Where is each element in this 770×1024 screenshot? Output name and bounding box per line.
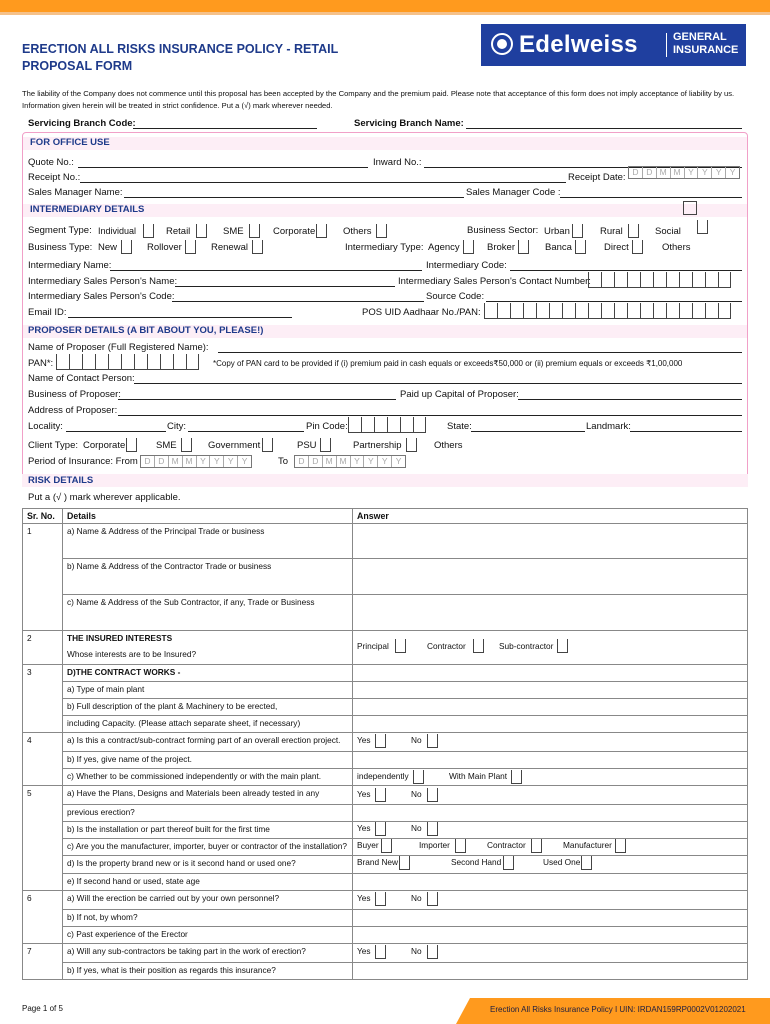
q3b-details: b) Full description of the plant & Machinery to be erected,	[63, 699, 353, 716]
table-row: 4	[23, 733, 63, 786]
sector-urban-option: Urban	[544, 226, 570, 237]
q7b-details: b) If yes, what is their position as regards this insurance?	[63, 963, 353, 980]
q4c-details: c) Whether to be commissioned independently or with the main plant.	[63, 769, 353, 786]
date-char-cell[interactable]: D	[155, 456, 169, 467]
client-psu-option: PSU	[297, 440, 317, 451]
q5b-no-checkbox[interactable]	[427, 822, 438, 836]
q1b-details: b) Name & Address of the Contractor Trade or business	[63, 559, 353, 595]
pin-code-label: Pin Code:	[306, 421, 348, 432]
buyer-checkbox[interactable]	[381, 839, 392, 853]
top-accent-bar	[0, 0, 770, 12]
contact-person-field[interactable]	[134, 383, 742, 384]
sector-social-option: Social	[655, 226, 681, 237]
itype-direct-checkbox[interactable]	[632, 240, 643, 254]
date-char-cell[interactable]: Y	[685, 167, 699, 178]
sm-name-label: Sales Manager Name:	[28, 187, 123, 198]
locality-label: Locality:	[28, 421, 63, 432]
uin-text: Erection All Risks Insurance Policy I UIN: IRDAN159RP0002V01202021	[490, 1005, 746, 1014]
pan-label: PAN*:	[28, 358, 54, 369]
itype-banca-option: Banca	[545, 242, 572, 253]
q5a2-details: previous erection?	[63, 805, 353, 822]
pan-boxes[interactable]	[56, 354, 199, 370]
intermediary-code-label: Intermediary Code:	[426, 260, 507, 271]
sm-code-field[interactable]	[560, 197, 742, 198]
client-psu-checkbox[interactable]	[320, 438, 331, 452]
q2-answer: Principal Contractor Sub-contractor	[353, 631, 748, 665]
office-use-band	[23, 137, 747, 150]
q6a-no-checkbox[interactable]	[427, 892, 438, 906]
intermediary-name-label: Intermediary Name:	[28, 260, 112, 271]
intermediary-code-field[interactable]	[510, 270, 742, 271]
client-partnership-option: Partnership	[353, 440, 402, 451]
date-char-cell[interactable]: Y	[241, 456, 248, 466]
date-char-cell[interactable]: Y	[224, 456, 238, 467]
sales-person-contact-label: Intermediary Sales Person's Contact Number:	[398, 276, 591, 287]
contact-number-boxes[interactable]	[588, 272, 731, 288]
client-partnership-checkbox[interactable]	[406, 438, 417, 452]
q5d-details: d) Is the property brand new or is it second hand or used one?	[63, 856, 353, 874]
segment-individual-option: Individual	[98, 226, 137, 236]
segment-sme-checkbox[interactable]	[249, 224, 260, 238]
q1c-details: c) Name & Address of the Sub Contractor, if any, Trade or Business	[63, 595, 353, 631]
q1c-answer[interactable]	[353, 595, 748, 631]
itype-agency-option: Agency	[428, 242, 460, 253]
address-label: Address of Proposer:	[28, 405, 118, 416]
period-to-date[interactable]	[294, 455, 406, 468]
proposer-heading: PROPOSER DETAILS (A BIT ABOUT YOU, PLEASE!)	[28, 325, 264, 336]
contact-person-label: Name of Contact Person:	[28, 373, 135, 384]
q7b-answer[interactable]	[353, 963, 748, 980]
q4a-yes-checkbox[interactable]	[375, 734, 386, 748]
q7a-yes-checkbox[interactable]	[375, 945, 386, 959]
intermediary-name-field[interactable]	[110, 270, 422, 271]
client-sme-checkbox[interactable]	[181, 438, 192, 452]
q1b-answer[interactable]	[353, 559, 748, 595]
q1a-answer[interactable]	[353, 524, 748, 559]
risk-band	[22, 474, 748, 487]
segment-others-checkbox[interactable]	[376, 224, 387, 238]
date-char-cell[interactable]: Y	[395, 456, 402, 466]
period-label: Period of Insurance: From	[28, 456, 138, 467]
date-char-cell[interactable]: D	[295, 456, 309, 467]
client-government-checkbox[interactable]	[262, 438, 273, 452]
city-label: City:	[167, 421, 186, 432]
date-char-cell[interactable]: Y	[729, 167, 736, 177]
branch-name-label: Servicing Branch Name:	[354, 118, 464, 129]
q5b-details: b) Is the installation or part thereof built for the first time	[63, 822, 353, 839]
segment-retail-checkbox[interactable]	[196, 224, 207, 238]
landmark-field[interactable]	[630, 431, 742, 432]
q5c-details: c) Are you the manufacturer, importer, buyer or contractor of the installation?	[63, 839, 353, 856]
locality-field[interactable]	[66, 431, 166, 432]
segment-corporate-option: Corporate	[273, 226, 316, 237]
table-row: 5	[23, 786, 63, 891]
date-char-cell[interactable]: M	[657, 167, 671, 178]
proposer-name-field[interactable]	[218, 352, 742, 353]
office-use-heading: FOR OFFICE USE	[30, 137, 110, 148]
date-char-cell[interactable]: M	[671, 167, 685, 178]
used-one-checkbox[interactable]	[581, 856, 592, 870]
date-char-cell[interactable]: D	[141, 456, 155, 467]
quote-no-label: Quote No.:	[28, 157, 74, 168]
receipt-no-label: Receipt No.:	[28, 172, 81, 183]
intermediary-heading: INTERMEDIARY DETAILS	[30, 204, 145, 215]
table-row: 3	[23, 665, 63, 733]
receipt-date-label: Receipt Date:	[568, 172, 626, 183]
landmark-label: Landmark:	[586, 421, 631, 432]
pan-note: *Copy of PAN card to be provided if (i) premium paid in cash equals or exceeds₹50,000 or (ii) premium equals or exceeds ₹1,00,000	[213, 359, 683, 368]
date-char-cell[interactable]: Y	[197, 456, 211, 467]
risk-table: Sr. No. Details Answer 1 a) Name & Address of the Principal Trade or business b) Name & Address of the Contractor Trade or business c) Name & Address of the Sub Contractor, if any, Trade or Business 2 THE INSURED INTERESTS Whose interests are to be Insured? Principal Contractor Sub-contractor 3 D)THE CONTRACT WORKS - a) Type of main plant b) Full description of the plant & Machinery to be erected, including Capacity. (Please attach separate sheet, if necessary) 4 a) Is this a contract/sub-contract forming part of an overall erection project. Yes No b) If yes, give name of the project. c) Whether to be commissioned independently or with the main plant. independently With Main Plant 5 a) Have the Plans, Designs and Materials been already tested in any Yes No previous erection? b) Is the installation or part thereof built for the first time Yes No c) Are you the manufacturer, importer, buyer or contractor of the installation? Buyer Importer Contractor Manufacturer d) Is the property brand new or is it second hand or used one? Brand New Second Hand Used One e) If second hand or used, state age 6 a) Will the erection be carried out by your own personnel? Yes No b) If not, by whom? c) Past experience of the Erector 7 a) Will any sub-contractors be taking part in the work of erection? Yes No b) If yes, what is their position as regards this insurance?	[22, 508, 748, 980]
receipt-no-field[interactable]	[80, 182, 566, 183]
second-hand-checkbox[interactable]	[503, 856, 514, 870]
pos-uid-label: POS UID Aadhaar No./PAN:	[362, 307, 481, 318]
btype-renewal-checkbox[interactable]	[252, 240, 263, 254]
city-field[interactable]	[188, 431, 304, 432]
sales-person-name-label: Intermediary Sales Person's Name:	[28, 276, 178, 287]
contractor-role-checkbox[interactable]	[531, 839, 542, 853]
principal-checkbox[interactable]	[395, 639, 406, 653]
inward-no-label: Inward No.:	[373, 157, 422, 168]
itype-broker-checkbox[interactable]	[518, 240, 529, 254]
form-title: ERECTION ALL RISKS INSURANCE POLICY - RETAIL PROPOSAL FORM	[22, 42, 339, 73]
page-number: Page 1 of 5	[22, 1004, 63, 1013]
contractor-checkbox[interactable]	[473, 639, 484, 653]
segment-others-option: Others	[343, 226, 372, 237]
date-char-cell[interactable]: Y	[210, 456, 224, 467]
date-char-cell[interactable]: D	[643, 167, 657, 178]
date-char-cell[interactable]: M	[183, 456, 197, 467]
pos-uid-boxes[interactable]	[484, 303, 731, 319]
sector-rural-checkbox[interactable]	[628, 224, 639, 238]
q6a-details: a) Will the erection be carried out by your own personnel?	[63, 891, 353, 910]
q6a-yes-checkbox[interactable]	[375, 892, 386, 906]
client-government-option: Government	[208, 440, 261, 451]
q6c-answer[interactable]	[353, 927, 748, 944]
sm-code-label: Sales Manager Code :	[466, 187, 561, 198]
table-row: 7	[23, 944, 63, 980]
email-label: Email ID:	[28, 307, 67, 318]
client-corporate-option: Corporate	[83, 440, 126, 451]
btype-rollover-option: Rollover	[147, 242, 182, 253]
q4b-details: b) If yes, give name of the project.	[63, 752, 353, 769]
sub-contractor-checkbox[interactable]	[557, 639, 568, 653]
q2-heading: THE INSURED INTERESTS	[67, 633, 173, 643]
btype-new-option: New	[98, 242, 118, 253]
q3a-details: a) Type of main plant	[63, 682, 353, 699]
business-field[interactable]	[118, 399, 396, 400]
itype-others-option: Others	[662, 242, 691, 253]
q4a-details: a) Is this a contract/sub-contract forming part of an overall erection project.	[63, 733, 353, 752]
date-char-cell[interactable]: M	[169, 456, 183, 467]
q4a-no-checkbox[interactable]	[427, 734, 438, 748]
q3-heading: D)THE CONTRACT WORKS -	[63, 665, 353, 682]
segment-retail-option: Retail	[166, 226, 191, 237]
q6b-answer[interactable]	[353, 910, 748, 927]
pin-code-boxes[interactable]	[348, 417, 426, 433]
proposer-name-label: Name of Proposer (Full Registered Name):	[28, 342, 209, 353]
state-label: State:	[447, 421, 472, 432]
sector-rural-option: Rural	[600, 226, 623, 237]
business-type-label: Business Type:	[28, 242, 93, 253]
branch-code-field[interactable]	[133, 128, 317, 129]
btype-renewal-option: Renewal	[211, 242, 248, 253]
q5a-no-checkbox[interactable]	[427, 788, 438, 802]
q5a-details: a) Have the Plans, Designs and Materials been already tested in any	[63, 786, 353, 805]
capital-field[interactable]	[518, 399, 742, 400]
branch-name-field[interactable]	[466, 128, 742, 129]
date-char-cell[interactable]: Y	[378, 456, 392, 467]
itype-agency-checkbox[interactable]	[463, 240, 474, 254]
intro-text: The liability of the Company does not commence until this proposal has been accepted by the Company and the premium paid. Please note that acceptance of this form does not imply acceptance of liability by us. Information given herein will be treated in strict confidence. Put a (√) mark wherever needed.	[22, 89, 735, 110]
period-to-label: To	[278, 456, 289, 467]
itype-direct-option: Direct	[604, 242, 629, 253]
independently-checkbox[interactable]	[413, 770, 424, 784]
quote-no-field[interactable]	[78, 167, 368, 168]
date-char-cell[interactable]: Y	[698, 167, 712, 178]
date-char-cell[interactable]: D	[629, 167, 643, 178]
client-sme-option: SME	[156, 440, 177, 451]
top-accent-bar-light	[0, 12, 770, 15]
checkbox[interactable]	[683, 201, 697, 215]
date-char-cell[interactable]: D	[309, 456, 323, 467]
q3a-answer[interactable]	[353, 682, 748, 699]
itype-broker-option: Broker	[487, 242, 515, 253]
sales-person-code-label: Intermediary Sales Person's Code:	[28, 291, 175, 302]
segment-individual-checkbox[interactable]	[143, 224, 154, 238]
sector-urban-checkbox[interactable]	[572, 224, 583, 238]
q3b2-details: including Capacity. (Please attach separate sheet, if necessary)	[63, 716, 353, 733]
segment-type-label: Segment Type:	[28, 225, 92, 236]
date-char-cell[interactable]: Y	[364, 456, 378, 467]
btype-new-checkbox[interactable]	[121, 240, 132, 254]
risk-instruction: Put a (√ ) mark wherever applicable.	[28, 492, 181, 503]
table-row: 1	[23, 524, 63, 631]
q5b-yes-checkbox[interactable]	[375, 822, 386, 836]
state-field[interactable]	[471, 431, 585, 432]
q2-details: Whose interests are to be Insured?	[67, 649, 197, 659]
date-char-cell[interactable]: M	[323, 456, 337, 467]
address-field[interactable]	[118, 415, 742, 416]
risk-heading: RISK DETAILS	[28, 475, 94, 486]
importer-checkbox[interactable]	[455, 839, 466, 853]
source-code-label: Source Code:	[426, 291, 485, 302]
date-char-cell[interactable]: M	[337, 456, 351, 467]
itype-banca-checkbox[interactable]	[575, 240, 586, 254]
q5a-yes-checkbox[interactable]	[375, 788, 386, 802]
q5e-answer[interactable]	[353, 874, 748, 891]
col-details-header: Details	[63, 509, 353, 524]
segment-sme-option: SME	[223, 226, 244, 237]
email-field[interactable]	[68, 317, 292, 318]
branch-code-label: Servicing Branch Code:	[28, 118, 136, 129]
sales-person-name-field[interactable]	[175, 286, 395, 287]
sector-social-checkbox[interactable]	[697, 220, 708, 234]
manufacturer-checkbox[interactable]	[615, 839, 626, 853]
date-char-cell[interactable]: Y	[712, 167, 726, 178]
receipt-date-input[interactable]	[628, 166, 740, 179]
q6b-details: b) If not, by whom?	[63, 910, 353, 927]
business-label: Business of Proposer:	[28, 389, 121, 400]
col-answer-header: Answer	[353, 509, 748, 524]
client-type-label: Client Type:	[28, 440, 78, 451]
brand-new-checkbox[interactable]	[399, 856, 410, 870]
col-sr-header: Sr. No.	[23, 509, 63, 524]
q3b-answer[interactable]	[353, 699, 748, 716]
business-sector-label: Business Sector:	[467, 225, 539, 236]
client-others-option: Others	[434, 440, 463, 451]
capital-label: Paid up Capital of Proposer:	[400, 389, 519, 400]
q6c-details: c) Past experience of the Erector	[63, 927, 353, 944]
client-corporate-checkbox[interactable]	[126, 438, 137, 452]
intermediary-type-label: Intermediary Type:	[345, 242, 424, 253]
q5e-details: e) If second hand or used, state age	[63, 874, 353, 891]
edelweiss-logo-icon	[491, 33, 513, 55]
table-row: 2	[23, 631, 63, 665]
q7a-details: a) Will any sub-contractors be taking part in the work of erection?	[63, 944, 353, 963]
date-char-cell[interactable]: Y	[351, 456, 365, 467]
q4b-answer[interactable]	[353, 752, 748, 769]
segment-corporate-checkbox[interactable]	[316, 224, 327, 238]
sm-name-field[interactable]	[124, 197, 464, 198]
table-row: 6	[23, 891, 63, 944]
period-from-date[interactable]	[140, 455, 252, 468]
q1a-details: a) Name & Address of the Principal Trade or business	[63, 524, 353, 559]
edelweiss-logo: Edelweiss GENERAL INSURANCE	[481, 24, 746, 66]
with-main-plant-checkbox[interactable]	[511, 770, 522, 784]
source-code-field[interactable]	[486, 301, 742, 302]
sales-person-code-field[interactable]	[172, 301, 424, 302]
q7a-no-checkbox[interactable]	[427, 945, 438, 959]
btype-rollover-checkbox[interactable]	[185, 240, 196, 254]
